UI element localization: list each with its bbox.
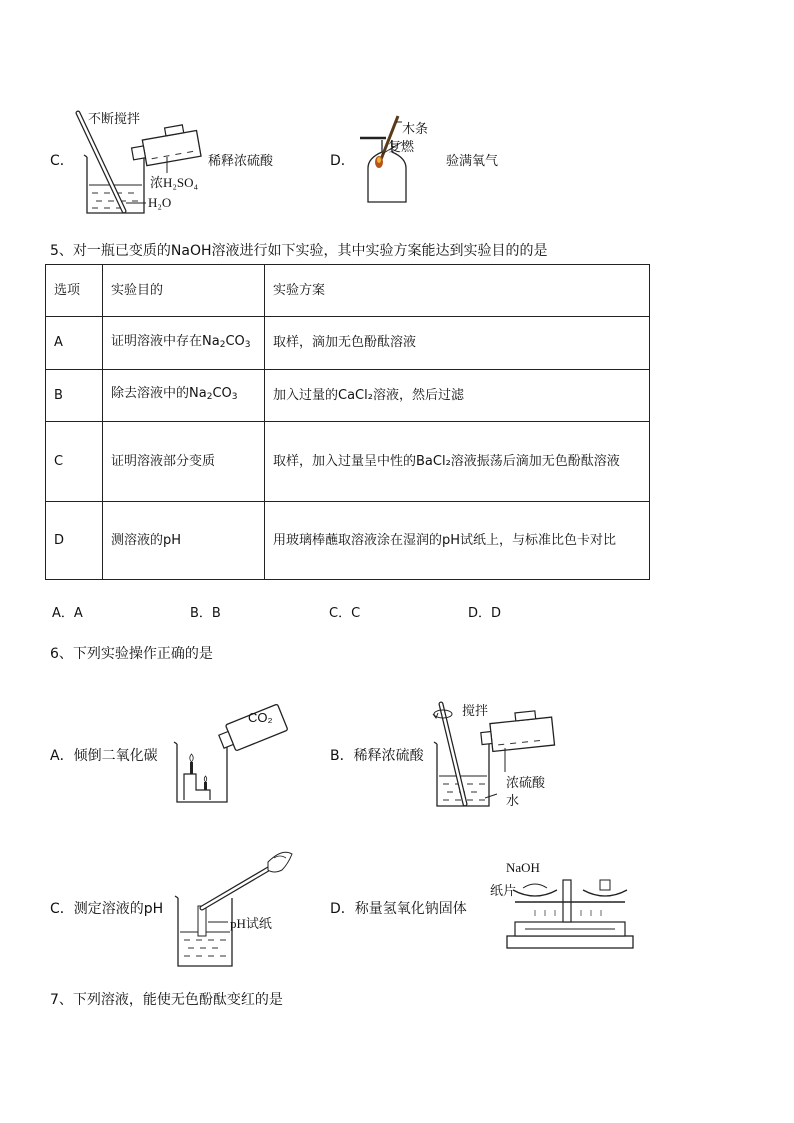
row-goal: 测溶液的pH bbox=[103, 502, 265, 580]
water-label-2: 水 bbox=[506, 794, 520, 809]
oxygen-full-test-label: 验满氧气 bbox=[446, 154, 499, 169]
row-goal: 证明溶液部分变质 bbox=[103, 422, 265, 502]
header-option: 选项 bbox=[46, 265, 103, 317]
ph-paper-label: pH试纸 bbox=[230, 916, 272, 931]
stir-continuously-label: 不断搅拌 bbox=[88, 112, 141, 127]
q6-option-b-label[interactable]: B．稀释浓硫酸 bbox=[330, 748, 424, 764]
row-option: C bbox=[46, 422, 103, 502]
table-row bbox=[46, 317, 650, 370]
answer-option-b[interactable]: B．B bbox=[190, 606, 221, 621]
row-option: D bbox=[46, 502, 103, 580]
naoh-label: NaOH bbox=[506, 860, 540, 875]
q6-option-c-label[interactable]: C．测定溶液的pH bbox=[50, 901, 164, 917]
row-goal: 证明溶液中存在$Na_2CO_3$ bbox=[103, 317, 265, 370]
stir-label: 搅拌 bbox=[462, 704, 489, 719]
table-row bbox=[46, 502, 650, 580]
answer-option-c[interactable]: C．C bbox=[329, 606, 361, 621]
row-plan: 取样，滴加无色酚酞溶液 bbox=[265, 317, 650, 370]
wooden-stick-label: 木条 bbox=[402, 122, 429, 137]
q6-option-d-label[interactable]: D．称量氢氧化钠固体 bbox=[330, 901, 467, 917]
header-goal: 实验目的 bbox=[103, 265, 265, 317]
q4-option-c-letter: C． bbox=[50, 153, 74, 169]
row-plan: 加入过量的CaCl₂溶液，然后过滤 bbox=[265, 370, 650, 422]
dilute-sulfuric-acid-figure-2 bbox=[425, 700, 565, 810]
table-row bbox=[46, 422, 650, 502]
conc-h2so4-label: 浓H₂SO₄ bbox=[150, 175, 199, 190]
table-header-row bbox=[46, 265, 650, 317]
answer-option-d[interactable]: D．D bbox=[468, 606, 502, 621]
header-plan: 实验方案 bbox=[265, 265, 650, 317]
ph-test-figure bbox=[170, 840, 300, 970]
q6-stem: 6、下列实验操作正确的是 bbox=[50, 646, 213, 662]
row-goal: 除去溶液中的$Na_2CO_3$ bbox=[103, 370, 265, 422]
q7-stem: 7、下列溶液，能使无色酚酞变红的是 bbox=[50, 992, 283, 1008]
answer-option-a[interactable]: A．A bbox=[52, 606, 83, 621]
row-option: B bbox=[46, 370, 103, 422]
water-label: H₂O bbox=[148, 195, 172, 210]
experiment-table bbox=[45, 264, 650, 580]
row-plan: 用玻璃棒蘸取溶液涂在湿润的pH试纸上，与标准比色卡对比 bbox=[265, 502, 650, 580]
q5-stem: 5、对一瓶已变质的NaOH溶液进行如下实验，其中实验方案能达到实验目的的是 bbox=[50, 243, 548, 259]
reignite-label: 复燃 bbox=[388, 140, 415, 155]
paper-sheet-label: 纸片 bbox=[490, 884, 517, 899]
q4-option-d-letter: D． bbox=[330, 153, 355, 169]
row-plan: 取样，加入过量呈中性的BaCl₂溶液振荡后滴加无色酚酞溶液 bbox=[265, 422, 650, 502]
q6-option-a-label[interactable]: A．倾倒二氧化碳 bbox=[50, 748, 158, 764]
row-option: A bbox=[46, 317, 103, 370]
table-row bbox=[46, 370, 650, 422]
conc-sulfuric-acid-label: 浓硫酸 bbox=[506, 776, 546, 791]
co2-label: CO₂ bbox=[248, 710, 273, 725]
dilute-sulfuric-acid-label: 稀释浓硫酸 bbox=[208, 154, 274, 169]
